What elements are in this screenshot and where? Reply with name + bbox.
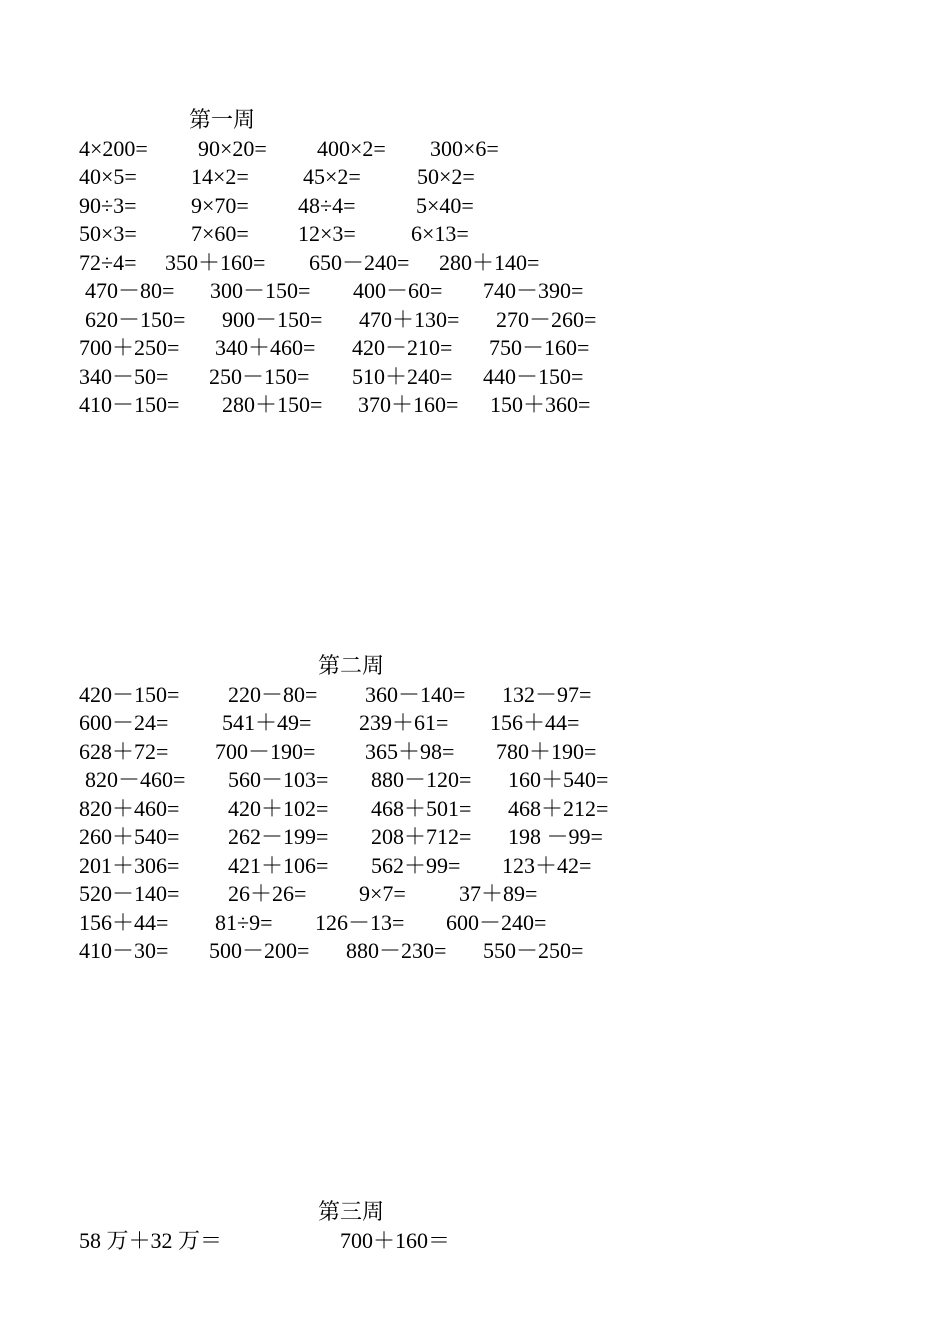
problem: 50×2= <box>417 164 475 189</box>
problem-row <box>79 937 584 965</box>
problem-row <box>79 766 609 794</box>
problem: 220－80= <box>228 681 318 707</box>
problem: 208＋712= <box>371 824 472 849</box>
problem: 410－30= <box>79 938 169 963</box>
problem-row <box>79 306 597 334</box>
problem: 4×200= <box>79 135 148 161</box>
problem: 90×20= <box>198 135 267 161</box>
week-1-title: 第一周 <box>189 107 256 132</box>
problem-row <box>79 795 609 823</box>
problem: 14×2= <box>191 164 249 189</box>
problem-row <box>79 681 592 709</box>
problem: 26＋26= <box>228 881 307 906</box>
problem: 150＋360= <box>490 392 591 417</box>
problem: 562＋99= <box>371 852 461 878</box>
problem: 48÷4= <box>298 192 356 218</box>
problem: 126－13= <box>315 909 405 935</box>
problem: 45×2= <box>303 164 361 189</box>
problem: 880－230= <box>346 938 447 963</box>
problem: 58 万＋32 万＝ <box>79 1227 223 1253</box>
problem: 541＋49= <box>222 710 312 735</box>
problem-row <box>79 363 584 391</box>
problem: 123＋42= <box>502 852 592 878</box>
problem: 260＋540= <box>79 824 180 849</box>
problem: 780＋190= <box>496 738 597 764</box>
problem-row <box>79 334 590 362</box>
problem: 81÷9= <box>215 909 273 935</box>
problem-row <box>79 823 603 851</box>
problem: 365＋98= <box>365 738 455 764</box>
problem: 560－103= <box>228 767 329 792</box>
problem: 6×13= <box>411 221 469 246</box>
problem: 360－140= <box>365 681 466 707</box>
problem: 650－240= <box>309 249 410 275</box>
problem-row <box>79 277 584 305</box>
problem-row <box>79 909 547 937</box>
problem: 90÷3= <box>79 192 137 218</box>
problem: 700＋160＝ <box>340 1227 451 1253</box>
problem: 700＋250= <box>79 335 180 360</box>
problem: 250－150= <box>209 363 310 389</box>
problem: 820＋460= <box>79 795 180 821</box>
problem-row <box>79 135 499 163</box>
problem: 72÷4= <box>79 249 137 275</box>
problem: 12×3= <box>298 221 356 246</box>
problem: 468＋501= <box>371 795 472 821</box>
problem: 198 －99= <box>508 824 603 849</box>
problem: 370＋160= <box>358 392 459 417</box>
problem-row <box>79 220 469 248</box>
problem: 239＋61= <box>359 710 449 735</box>
problem-row <box>79 738 597 766</box>
problem-row <box>79 709 580 737</box>
problem: 300×6= <box>430 135 499 161</box>
problem-row <box>79 163 475 191</box>
problem: 520－140= <box>79 881 180 906</box>
problem: 510＋240= <box>352 363 453 389</box>
problem: 262－199= <box>228 824 329 849</box>
problem: 300－150= <box>210 278 311 303</box>
week-2-title: 第二周 <box>318 653 385 678</box>
problem: 160＋540= <box>508 767 609 792</box>
problem: 820－460= <box>85 767 186 792</box>
problem: 156＋44= <box>79 909 169 935</box>
problem-row <box>79 880 538 908</box>
problem: 440－150= <box>483 363 584 389</box>
problem: 470＋130= <box>359 306 460 332</box>
problem-row <box>79 192 474 220</box>
problem: 340＋460= <box>215 335 316 360</box>
problem: 156＋44= <box>490 710 580 735</box>
problem: 50×3= <box>79 221 137 246</box>
problem: 5×40= <box>416 192 474 218</box>
problem: 9×70= <box>191 192 249 218</box>
problem-row <box>79 1227 451 1255</box>
problem: 400×2= <box>317 135 386 161</box>
problem: 9×7= <box>359 881 406 906</box>
problem: 40×5= <box>79 164 137 189</box>
problem: 468＋212= <box>508 795 609 821</box>
problem: 400－60= <box>353 278 443 303</box>
problem: 280＋150= <box>222 392 323 417</box>
problem: 900－150= <box>222 306 323 332</box>
problem: 700－190= <box>215 738 316 764</box>
problem: 740－390= <box>483 278 584 303</box>
problem: 280＋140= <box>439 249 540 275</box>
problem-row <box>79 391 591 419</box>
problem: 37＋89= <box>459 881 538 906</box>
problem: 600－24= <box>79 710 169 735</box>
week-3-title: 第三周 <box>318 1199 385 1224</box>
problem: 201＋306= <box>79 852 180 878</box>
problem-row <box>79 852 592 880</box>
problem: 628＋72= <box>79 738 169 764</box>
problem: 420＋102= <box>228 795 329 821</box>
problem: 410－150= <box>79 392 180 417</box>
problem: 7×60= <box>191 221 249 246</box>
problem: 270－260= <box>496 306 597 332</box>
problem: 420－210= <box>352 335 453 360</box>
problem: 500－200= <box>209 938 310 963</box>
problem: 420－150= <box>79 681 180 707</box>
problem: 880－120= <box>371 767 472 792</box>
problem: 132－97= <box>502 681 592 707</box>
problem: 600－240= <box>446 909 547 935</box>
problem: 340－50= <box>79 363 169 389</box>
problem-row <box>79 249 540 277</box>
problem: 350＋160= <box>165 249 266 275</box>
problem: 750－160= <box>489 335 590 360</box>
problem: 550－250= <box>483 938 584 963</box>
problem: 620－150= <box>85 306 186 332</box>
problem: 470－80= <box>85 278 175 303</box>
problem: 421＋106= <box>228 852 329 878</box>
